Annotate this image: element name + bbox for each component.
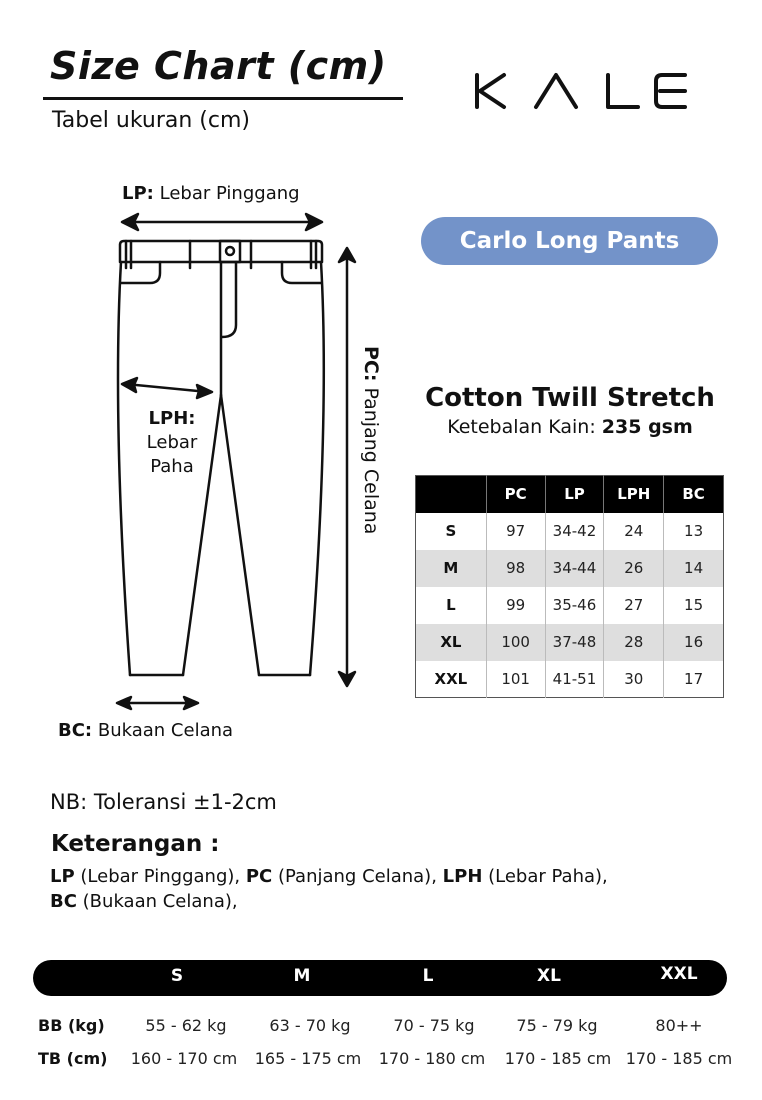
weight-value: 70 - 75 kg [393,1016,475,1035]
table-row [416,661,724,698]
table-cell: 101 [486,661,545,698]
table-cell: 37-48 [545,624,604,661]
fabric-name: Cotton Twill Stretch [425,383,715,413]
table-row [416,513,724,550]
table-cell: 99 [486,587,545,624]
table-cell: 98 [486,550,545,587]
height-value: 160 - 170 cm [130,1049,238,1068]
table-cell: 26 [604,550,664,587]
table-cell: 41-51 [545,661,604,698]
size-cell: XL [416,624,487,661]
height-value: 170 - 180 cm [378,1049,486,1068]
table-cell: 100 [486,624,545,661]
legend-line: BC (Bukaan Celana), [50,891,238,912]
table-header-cell: LPH [604,476,664,513]
bc-arrow-icon [117,697,198,709]
lp-measure-label: LP: Lebar Pinggang [122,183,300,204]
body-guide-size-header [33,960,727,996]
table-header-cell: PC [486,476,545,513]
table-header-cell: LP [545,476,604,513]
fabric-weight: Ketebalan Kain: 235 gsm [447,416,693,438]
size-header-label: XL [537,966,561,986]
pc-arrow-icon [339,248,355,686]
table-header-cell: BC [664,476,724,513]
page-subtitle: Tabel ukuran (cm) [52,108,250,133]
table-cell: 13 [664,513,724,550]
table-header-cell [416,476,487,513]
size-cell: M [416,550,487,587]
weight-value: 63 - 70 kg [269,1016,351,1035]
size-cell: S [445,522,457,540]
table-cell: 15 [664,587,724,624]
table-cell: 34-42 [545,513,604,550]
brand-logo [474,72,688,110]
table-header-row [416,476,724,513]
size-header-label: L [422,966,434,986]
legend-heading: Keterangan : [51,831,220,857]
legend-line: LP (Lebar Pinggang), PC (Panjang Celana), LPH (Lebar Paha), [50,866,608,887]
pc-measure-label: PC: Panjang Celana [360,346,382,535]
lph-arrow-icon [122,378,212,398]
size-header-label: S [170,966,184,986]
table-cell: 28 [604,624,664,661]
bc-measure-label: BC: Bukaan Celana [58,720,234,741]
table-cell: 24 [604,513,664,550]
table-cell: 16 [664,624,724,661]
pants-diagram [0,0,410,760]
page-title: Size Chart (cm) [50,44,387,88]
height-value: 170 - 185 cm [625,1049,733,1068]
weight-value: 75 - 79 kg [516,1016,598,1035]
height-value: 165 - 175 cm [254,1049,362,1068]
tolerance-note: NB: Toleransi ±1-2cm [50,790,277,814]
table-cell: 14 [664,550,724,587]
height-value: 170 - 185 cm [504,1049,612,1068]
height-row-label: TB (cm) [38,1049,108,1068]
weight-value: 80++ [655,1016,703,1035]
size-header-label: XXL [660,964,698,984]
lp-arrow-icon [122,214,322,230]
table-cell: 97 [486,513,545,550]
table-cell: 30 [604,661,664,698]
table-row [416,587,724,624]
size-table [415,475,724,698]
size-header-label: M [293,966,311,986]
size-cell: L [446,596,456,614]
lph-measure-label: LPH: Lebar Paha [146,408,198,477]
table-cell: 35-46 [545,587,604,624]
table-cell: 17 [664,661,724,698]
table-cell: 34-44 [545,550,604,587]
table-row [416,624,724,661]
product-name-badge: Carlo Long Pants [421,217,718,265]
table-row [416,550,724,587]
weight-value: 55 - 62 kg [145,1016,227,1035]
table-cell: 27 [604,587,664,624]
size-cell: XXL [434,669,468,688]
weight-row-label: BB (kg) [38,1016,105,1035]
